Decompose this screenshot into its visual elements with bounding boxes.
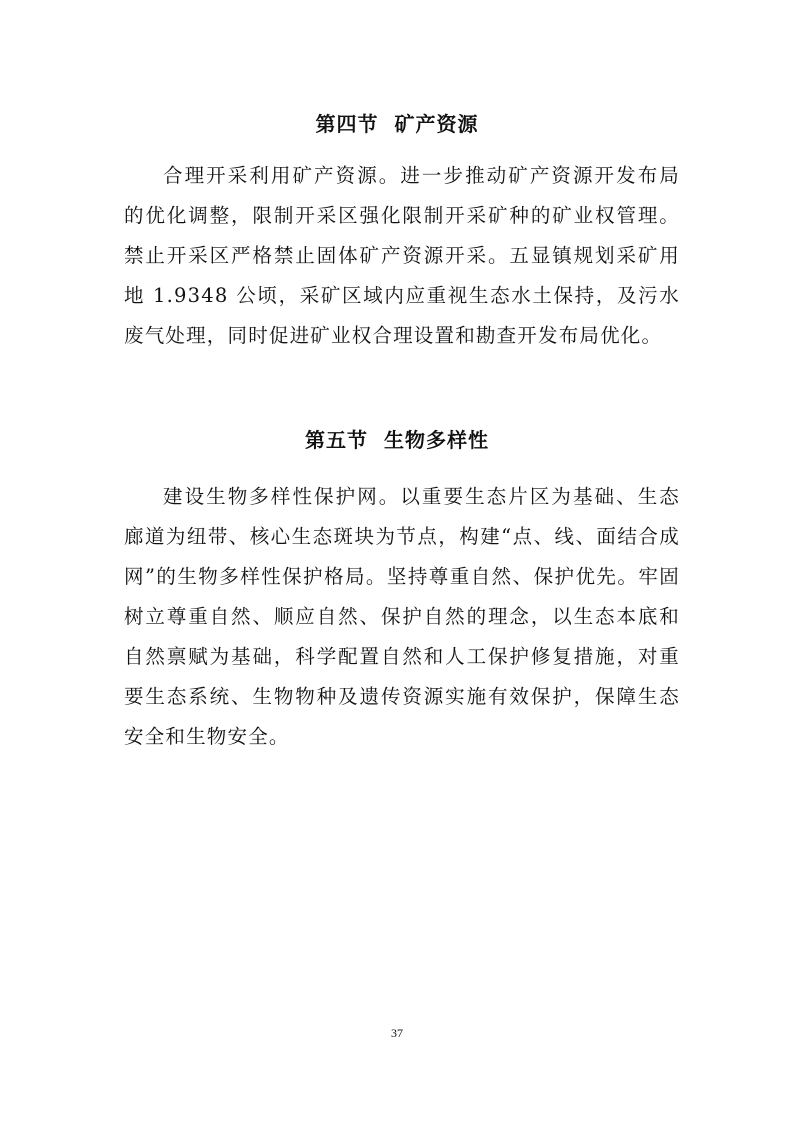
section-paragraph-mineral-resources: 合理开采利用矿产资源。进一步推动矿产资源开发布局的优化调整，限制开采区强化限制开采矿种的矿业权管理。禁止开采区严格禁止固体矿产资源开采。五显镇规划采矿用地 1.9348 公顷，采矿区域内应重视生态水土保持，及污水废气处理，同时促进矿业权合理设置和勘查开发布局优化。 bbox=[124, 164, 680, 347]
section-heading-mineral-resources: 第四节 矿产资源 bbox=[315, 112, 479, 136]
section-paragraph-biodiversity: 建设生物多样性保护网。以重要生态片区为基础、生态廊道为纽带、核心生态斑块为节点，构建“点、线、面结合成网”的生物多样性保护格局。坚持尊重自然、保护优先。牢固树立尊重自然、顺应自然、保护自然的理念，以生态本底和自然禀赋为基础，科学配置自然和人工保护修复措施，对重要生态系统、生物物种及遗传资源实施有效保护，保障生态安全和生物安全。 bbox=[124, 485, 680, 748]
section-heading-biodiversity: 第五节 生物多样性 bbox=[305, 428, 489, 452]
page-number: 37 bbox=[391, 1026, 403, 1040]
